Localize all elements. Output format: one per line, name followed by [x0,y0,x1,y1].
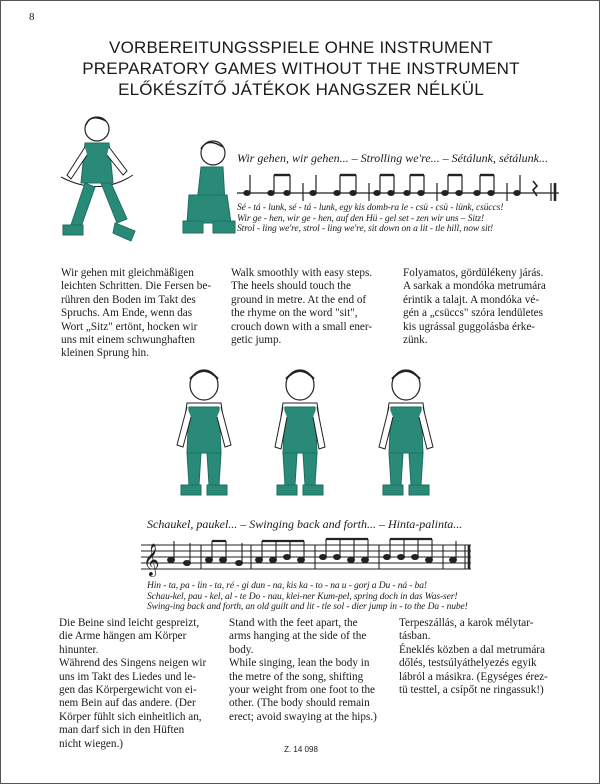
text-line: tásban. [399,630,431,643]
song2-staff-notation [141,535,471,579]
text-line: Terpeszállás, a karok mélytar- [399,617,534,629]
text-line: The heels should touch the [231,280,351,293]
svg-text:𝄞: 𝄞 [143,543,160,576]
text-line: your weight from one foot to the [229,683,376,696]
standing-child-center-illustration [267,367,333,499]
text-line: kis ugrással guggolásba érke- [403,320,536,333]
standing-child-left-illustration [171,367,237,499]
text-line: nem Bein auf das andere. (Der [59,697,196,710]
text-line: Körper fühlt sich einheitlich an, [59,710,202,723]
page-number: 8 [29,11,35,23]
title-line-english: PREPARATORY GAMES WITHOUT THE INSTRUMENT [82,59,520,78]
song2-lyrics [147,581,468,613]
text-line: die Arme hängen am Körper [59,630,187,643]
section2-english-text [229,617,377,724]
song2-title: Schaukel, paukel... – Swinging back and forth... – Hinta-palinta... [147,517,463,531]
section2-hungarian-text [399,617,548,697]
text-line: the rhyme on the word "sit", [231,307,358,320]
standing-child-right-illustration [373,367,439,499]
song1-lyric-german: Wir ge - hen, wir ge - hen, auf den Hü - gel set - zen wir uns – Sitz! [237,213,485,224]
text-line: nicht wiegen.) [59,737,123,750]
text-line: gén a „csüccs" szóra lendületes [403,307,543,320]
song2-lyric-hungarian: Hin - ta, pa - lin - ta, ré - gi dun - na, kis ka - to - na u - gorj a Du - ná - ba! [147,581,427,591]
text-line: kleinen Sprung hin. [61,347,149,360]
text-line: the metre of the song, shifting [229,670,364,683]
text-line: crouch down with a small ener- [231,320,373,333]
walking-child-illustration [51,113,141,253]
text-line: ground in metre. At the end of [231,293,367,306]
song2-lyric-german: Schau-kel, pau - kel, al - te Do - nau, klei-ner Kum-pel, spring doch in das Was-ser! [147,591,458,602]
text-line: Die Beine sind leicht gespreizt, [59,617,200,629]
section1-english-text [231,267,372,347]
page-title [1,37,600,100]
text-line: erect; avoid swaying at the hips.) [229,710,377,723]
title-line-hungarian: ELŐKÉSZÍTŐ JÁTÉKOK HANGSZER NÉLKÜL [118,80,484,99]
song1-lyric-hungarian: Sé - tá - lunk, sé - tá - lunk, egy kis domb-ra le - csü - csü - lünk, csüccs! [237,203,504,213]
text-line: rühren den Boden im Takt des [61,293,196,306]
title-line-german: VORBEREITUNGSSPIELE OHNE INSTRUMENT [109,38,493,57]
text-line: uns im Takt des Liedes und le- [59,670,196,683]
text-line: arms hanging at the side of the [229,630,367,643]
section1-hungarian-text [403,267,546,347]
text-line: getic jump. [231,333,282,346]
text-line: Stand with the feet apart, the [229,617,358,629]
song2-lyric-english: Swing-ing back and forth, an old guilt and lit - tle sol - dier jump in - to the Da - nube! [147,602,468,612]
song1-lyrics [237,203,503,235]
text-line: gen das Körpergewicht von ei- [59,683,197,696]
text-line: dőlés, testsúlyáthelyezés egyik [399,657,537,670]
text-line: leichten Schritten. Die Fersen be- [61,280,212,293]
crouching-child-illustration [179,139,239,239]
text-line: uns mit einem schwunghaften [61,333,195,346]
text-line: Folyamatos, gördülékeny járás. [403,267,544,279]
text-line: body. [229,643,254,656]
text-line: man darf sich in den Hüften [59,724,185,737]
text-line: Éneklés közben a dal metrumára [399,643,545,656]
text-line: Spruchs. Am Ende, wenn das [61,307,193,320]
text-line: hinunter. [59,643,99,656]
song1-rhythm-notation [237,169,559,203]
text-line: While singing, lean the body in [229,657,370,670]
text-line: Wort „Sitz" ertönt, hocken wir [61,320,198,333]
song1-title: Wir gehen, wir gehen... – Strolling we're... – Sétálunk, sétálunk... [237,151,548,165]
text-line: tü testtel, a csípőt ne ringassuk!) [399,683,544,696]
song1-lyric-english: Strol - ling we're, strol - ling we're, sit down on a lit - tle hill, now sit! [237,224,494,234]
text-line: lábról a másikra. (Egységes érez- [399,670,548,683]
text-line: Während des Singens neigen wir [59,657,207,670]
section2-german-text [59,617,206,751]
catalog-number: Z. 14 098 [284,745,318,754]
text-line: zünk. [403,333,428,346]
text-line: A sarkak a mondóka metrumára [403,280,546,293]
text-line: Walk smoothly with easy steps. [231,267,373,279]
text-line: other. (The body should remain [229,697,370,710]
text-line: Wir gehen mit gleichmäßigen [61,267,194,279]
section1-german-text [61,267,211,361]
text-line: érintik a talajt. A mondóka vé- [403,293,540,306]
